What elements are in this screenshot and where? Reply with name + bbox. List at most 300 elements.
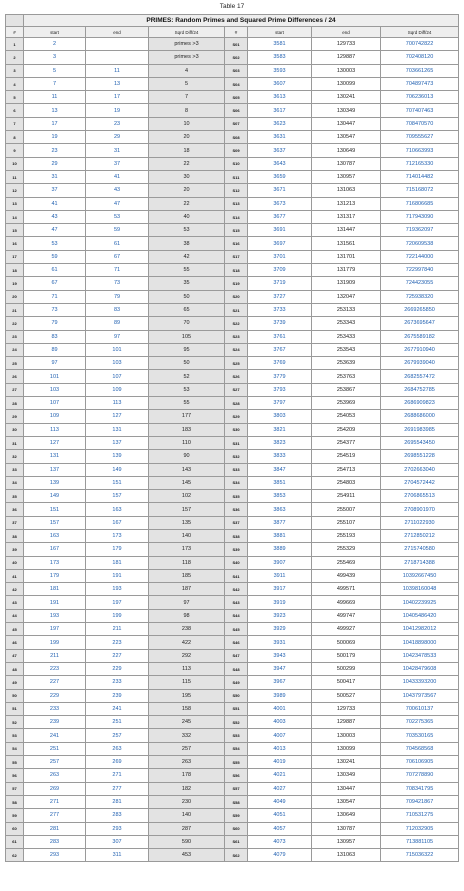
end-value-2: 253543 [312,343,381,356]
sqrd-diff-value: 158 [149,702,225,715]
end-value: 41 [86,170,149,183]
start-value-2: 3709 [248,264,312,277]
header-end: end [86,27,149,38]
table-row [6,689,459,702]
start-value-2: 3833 [248,450,312,463]
end-value: 193 [86,583,149,596]
row-index-2: S55 [225,756,248,769]
end-value: 233 [86,676,149,689]
header-index-2: # [225,27,248,38]
row-index-2: S09 [225,144,248,157]
header-start-2: start [248,27,312,38]
end-value-2: 254053 [312,410,381,423]
end-value-2: 131063 [312,184,381,197]
end-value: 179 [86,543,149,556]
end-value-2: 499927 [312,623,381,636]
sqrd-diff-value: 65 [149,303,225,316]
sqrd-diff-value: 90 [149,450,225,463]
end-value-2: 130547 [312,131,381,144]
sqrd-diff-value-2: 708341795 [381,782,459,795]
sqrd-diff-value: 98 [149,609,225,622]
sqrd-diff-value-2: 2704572442 [381,476,459,489]
sqrd-diff-value: 422 [149,636,225,649]
sqrd-diff-value: primes >3 [149,51,225,64]
sqrd-diff-value-2: 2706865513 [381,490,459,503]
row-index-2: S38 [225,529,248,542]
table-row [6,569,459,582]
row-index: 56 [6,769,24,782]
end-value: 173 [86,529,149,542]
end-value: 269 [86,756,149,769]
row-index-2: S58 [225,795,248,808]
table-row [6,290,459,303]
sqrd-diff-value-2: 2715740580 [381,543,459,556]
start-value-2: 3943 [248,649,312,662]
table-row [6,38,459,51]
sqrd-diff-value-2: 10418898000 [381,636,459,649]
table-row [6,224,459,237]
row-index: 42 [6,583,24,596]
sqrd-diff-value: 52 [149,370,225,383]
table-row [6,809,459,822]
sqrd-diff-value: 8 [149,104,225,117]
sqrd-diff-value-2: 10428479608 [381,662,459,675]
table-row [6,51,459,64]
row-index-2: S47 [225,649,248,662]
end-value: 23 [86,117,149,130]
sqrd-diff-value-2: 2691983985 [381,423,459,436]
end-value-2: 130241 [312,91,381,104]
sqrd-diff-value: 53 [149,383,225,396]
start-value: 281 [24,822,86,835]
table-row [6,450,459,463]
row-index: 62 [6,849,24,862]
end-value: 103 [86,357,149,370]
header-sqrd-diff-2: Sqrd Diff/24 [381,27,459,38]
end-value-2: 255469 [312,556,381,569]
row-index-2: S39 [225,543,248,556]
row-index: 36 [6,503,24,516]
table-body [6,38,459,862]
table-row [6,769,459,782]
start-value: 23 [24,144,86,157]
sqrd-diff-value-2: 724423055 [381,277,459,290]
end-value: 53 [86,210,149,223]
table-row [6,264,459,277]
start-value-2: 3697 [248,237,312,250]
row-index-2: S40 [225,556,248,569]
sqrd-diff-value: 115 [149,676,225,689]
sqrd-diff-value-2: 2669265850 [381,303,459,316]
end-value-2: 129887 [312,716,381,729]
end-value: 271 [86,769,149,782]
table-row [6,849,459,862]
table-row [6,303,459,316]
end-value: 227 [86,649,149,662]
sqrd-diff-value-2: 700610137 [381,702,459,715]
row-index-2: S11 [225,170,248,183]
start-value: 191 [24,596,86,609]
end-value: 241 [86,702,149,715]
end-value-2: 130547 [312,795,381,808]
title-spacer [6,15,24,27]
end-value-2: 499439 [312,569,381,582]
sqrd-diff-value: 140 [149,809,225,822]
row-index: 38 [6,529,24,542]
header-sqrd-diff: Sqrd Diff/24 [149,27,225,38]
row-index: 44 [6,609,24,622]
end-value-2: 131779 [312,264,381,277]
sqrd-diff-value-2: 10392667450 [381,569,459,582]
start-value-2: 3847 [248,463,312,476]
start-value: 271 [24,795,86,808]
end-value-2: 499571 [312,583,381,596]
sqrd-diff-value-2: 709555627 [381,131,459,144]
table-row [6,756,459,769]
start-value: 127 [24,436,86,449]
row-index-2: S21 [225,303,248,316]
row-index: 28 [6,397,24,410]
end-value: 11 [86,64,149,77]
row-index-2: S02 [225,51,248,64]
sqrd-diff-value: 195 [149,689,225,702]
row-index-2: S62 [225,849,248,862]
sqrd-diff-value-2: 702408120 [381,51,459,64]
start-value-2: 3733 [248,303,312,316]
end-value-2: 130649 [312,809,381,822]
row-index-2: S28 [225,397,248,410]
sqrd-diff-value: 113 [149,662,225,675]
table-row [6,250,459,263]
start-value: 263 [24,769,86,782]
start-value-2: 3853 [248,490,312,503]
row-index-2: S29 [225,410,248,423]
start-value: 17 [24,117,86,130]
end-value: 127 [86,410,149,423]
start-value-2: 4051 [248,809,312,822]
start-value: 47 [24,224,86,237]
row-index-2: S57 [225,782,248,795]
end-value-2: 129733 [312,38,381,51]
table-row [6,822,459,835]
table-row [6,636,459,649]
end-value-2: 254713 [312,463,381,476]
row-index: 58 [6,795,24,808]
start-value-2: 3911 [248,569,312,582]
sqrd-diff-value: primes >3 [149,38,225,51]
row-index-2: S61 [225,835,248,848]
start-value: 211 [24,649,86,662]
row-index-2: S36 [225,503,248,516]
row-index: 47 [6,649,24,662]
start-value: 37 [24,184,86,197]
end-value-2: 500417 [312,676,381,689]
table-row [6,742,459,755]
start-value-2: 4057 [248,822,312,835]
row-index-2: S46 [225,636,248,649]
sqrd-diff-value-2: 706106905 [381,756,459,769]
start-value: 43 [24,210,86,223]
sqrd-diff-value: 183 [149,423,225,436]
start-value-2: 3923 [248,609,312,622]
table-row [6,77,459,90]
sqrd-diff-value-2: 10398160048 [381,583,459,596]
table-row [6,529,459,542]
sqrd-diff-value-2: 2677910940 [381,343,459,356]
end-value-2: 131213 [312,197,381,210]
sqrd-diff-value: 187 [149,583,225,596]
row-index-2: S37 [225,516,248,529]
start-value: 3 [24,51,86,64]
table-row [6,835,459,848]
start-value: 53 [24,237,86,250]
row-index: 46 [6,636,24,649]
row-index: 51 [6,702,24,715]
row-index: 45 [6,623,24,636]
header-end-2: end [312,27,381,38]
sqrd-diff-value-2: 709421867 [381,795,459,808]
sqrd-diff-value: 7 [149,91,225,104]
end-value-2: 254209 [312,423,381,436]
sqrd-diff-value-2: 10402239925 [381,596,459,609]
start-value-2: 3701 [248,250,312,263]
sqrd-diff-value: 53 [149,224,225,237]
start-value-2: 3643 [248,157,312,170]
start-value-2: 4013 [248,742,312,755]
table-row [6,397,459,410]
end-value [86,51,149,64]
start-value-2: 4001 [248,702,312,715]
row-index: 52 [6,716,24,729]
sqrd-diff-value-2: 2708901970 [381,503,459,516]
sqrd-diff-value-2: 2684752785 [381,383,459,396]
end-value-2: 130003 [312,729,381,742]
sqrd-diff-value-2: 2675589182 [381,330,459,343]
end-value-2: 130787 [312,822,381,835]
end-value-2: 253433 [312,330,381,343]
sqrd-diff-value: 245 [149,716,225,729]
end-value-2: 255329 [312,543,381,556]
sqrd-diff-value: 102 [149,490,225,503]
start-value: 2 [24,38,86,51]
end-value: 283 [86,809,149,822]
row-index-2: S24 [225,343,248,356]
end-value: 167 [86,516,149,529]
start-value: 233 [24,702,86,715]
row-index: 39 [6,543,24,556]
end-value-2: 253763 [312,370,381,383]
row-index: 6 [6,104,24,117]
start-value-2: 3659 [248,170,312,183]
start-value: 139 [24,476,86,489]
start-value-2: 3889 [248,543,312,556]
row-index: 15 [6,224,24,237]
table-row [6,556,459,569]
table-row [6,410,459,423]
table-row [6,543,459,556]
end-value-2: 499669 [312,596,381,609]
start-value-2: 3929 [248,623,312,636]
start-value: 137 [24,463,86,476]
table-row [6,795,459,808]
sqrd-diff-value-2: 2718714388 [381,556,459,569]
end-value: 157 [86,490,149,503]
end-value: 197 [86,596,149,609]
sqrd-diff-value: 50 [149,290,225,303]
end-value-2: 129733 [312,702,381,715]
row-index: 14 [6,210,24,223]
sqrd-diff-value-2: 712032905 [381,822,459,835]
sqrd-diff-value-2: 716806685 [381,197,459,210]
start-value-2: 3719 [248,277,312,290]
start-value: 277 [24,809,86,822]
start-value-2: 3967 [248,676,312,689]
end-value-2: 253133 [312,303,381,316]
end-value: 149 [86,463,149,476]
row-index-2: S19 [225,277,248,290]
start-value-2: 3581 [248,38,312,51]
sqrd-diff-value-2: 714014482 [381,170,459,183]
start-value: 163 [24,529,86,542]
sqrd-diff-value-2: 710663993 [381,144,459,157]
row-index: 10 [6,157,24,170]
start-value-2: 3863 [248,503,312,516]
table-row [6,716,459,729]
table-row [6,609,459,622]
end-value: 97 [86,330,149,343]
start-value: 193 [24,609,86,622]
table-row [6,623,459,636]
end-value: 79 [86,290,149,303]
end-value: 47 [86,197,149,210]
row-index-2: S44 [225,609,248,622]
row-index-2: S50 [225,689,248,702]
header-start: start [24,27,86,38]
sqrd-diff-value: 453 [149,849,225,862]
end-value-2: 132047 [312,290,381,303]
row-index: 20 [6,290,24,303]
table-row [6,662,459,675]
sqrd-diff-value: 35 [149,277,225,290]
sqrd-diff-value-2: 725938320 [381,290,459,303]
row-index: 4 [6,77,24,90]
start-value: 239 [24,716,86,729]
end-value: 83 [86,303,149,316]
end-value-2: 130241 [312,756,381,769]
start-value-2: 3607 [248,77,312,90]
end-value-2: 254803 [312,476,381,489]
table-row [6,330,459,343]
end-value: 71 [86,264,149,277]
start-value-2: 3793 [248,383,312,396]
sqrd-diff-value: 4 [149,64,225,77]
start-value: 149 [24,490,86,503]
start-value-2: 3727 [248,290,312,303]
start-value-2: 3877 [248,516,312,529]
table-row [6,277,459,290]
start-value-2: 4079 [248,849,312,862]
start-value-2: 4007 [248,729,312,742]
sqrd-diff-value: 157 [149,503,225,516]
start-value-2: 3767 [248,343,312,356]
row-index: 22 [6,317,24,330]
row-index: 1 [6,38,24,51]
start-value: 73 [24,303,86,316]
sqrd-diff-value: 238 [149,623,225,636]
sqrd-diff-value-2: 706236013 [381,91,459,104]
end-value: 73 [86,277,149,290]
start-value: 157 [24,516,86,529]
row-index: 9 [6,144,24,157]
end-value: 229 [86,662,149,675]
row-index: 29 [6,410,24,423]
start-value-2: 3821 [248,423,312,436]
end-value: 31 [86,144,149,157]
sqrd-diff-value-2: 713881105 [381,835,459,848]
row-index: 27 [6,383,24,396]
end-value-2: 130787 [312,157,381,170]
sqrd-diff-value-2: 703661265 [381,64,459,77]
end-value-2: 500299 [312,662,381,675]
end-value-2: 130099 [312,77,381,90]
table-row [6,210,459,223]
table-row [6,476,459,489]
header-index: # [6,27,24,38]
end-value-2: 253867 [312,383,381,396]
sqrd-diff-value-2: 707278890 [381,769,459,782]
sqrd-diff-value: 118 [149,556,225,569]
sqrd-diff-value: 177 [149,410,225,423]
sqrd-diff-value-2: 2712850212 [381,529,459,542]
start-value: 107 [24,397,86,410]
end-value: 311 [86,849,149,862]
start-value: 109 [24,410,86,423]
sqrd-diff-value-2: 2673695647 [381,317,459,330]
sqrd-diff-value: 10 [149,117,225,130]
end-value: 59 [86,224,149,237]
end-value: 199 [86,609,149,622]
sqrd-diff-value: 20 [149,184,225,197]
table-row [6,357,459,370]
end-value: 223 [86,636,149,649]
start-value-2: 3919 [248,596,312,609]
sqrd-diff-value: 135 [149,516,225,529]
start-value: 151 [24,503,86,516]
row-index: 19 [6,277,24,290]
sqrd-diff-value: 95 [149,343,225,356]
row-index: 61 [6,835,24,848]
sqrd-diff-value: 143 [149,463,225,476]
sqrd-diff-value: 105 [149,330,225,343]
sqrd-diff-value-2: 2686909823 [381,397,459,410]
end-value-2: 499747 [312,609,381,622]
end-value-2: 254519 [312,450,381,463]
row-index: 32 [6,450,24,463]
end-value: 251 [86,716,149,729]
start-value-2: 3631 [248,131,312,144]
start-value-2: 3583 [248,51,312,64]
start-value: 173 [24,556,86,569]
table-row [6,583,459,596]
start-value-2: 3823 [248,436,312,449]
sqrd-diff-value: 55 [149,397,225,410]
row-index: 13 [6,197,24,210]
sqrd-diff-value-2: 2702663040 [381,463,459,476]
sqrd-diff-value: 332 [149,729,225,742]
sqrd-diff-value: 30 [149,170,225,183]
start-value: 269 [24,782,86,795]
table-row [6,343,459,356]
